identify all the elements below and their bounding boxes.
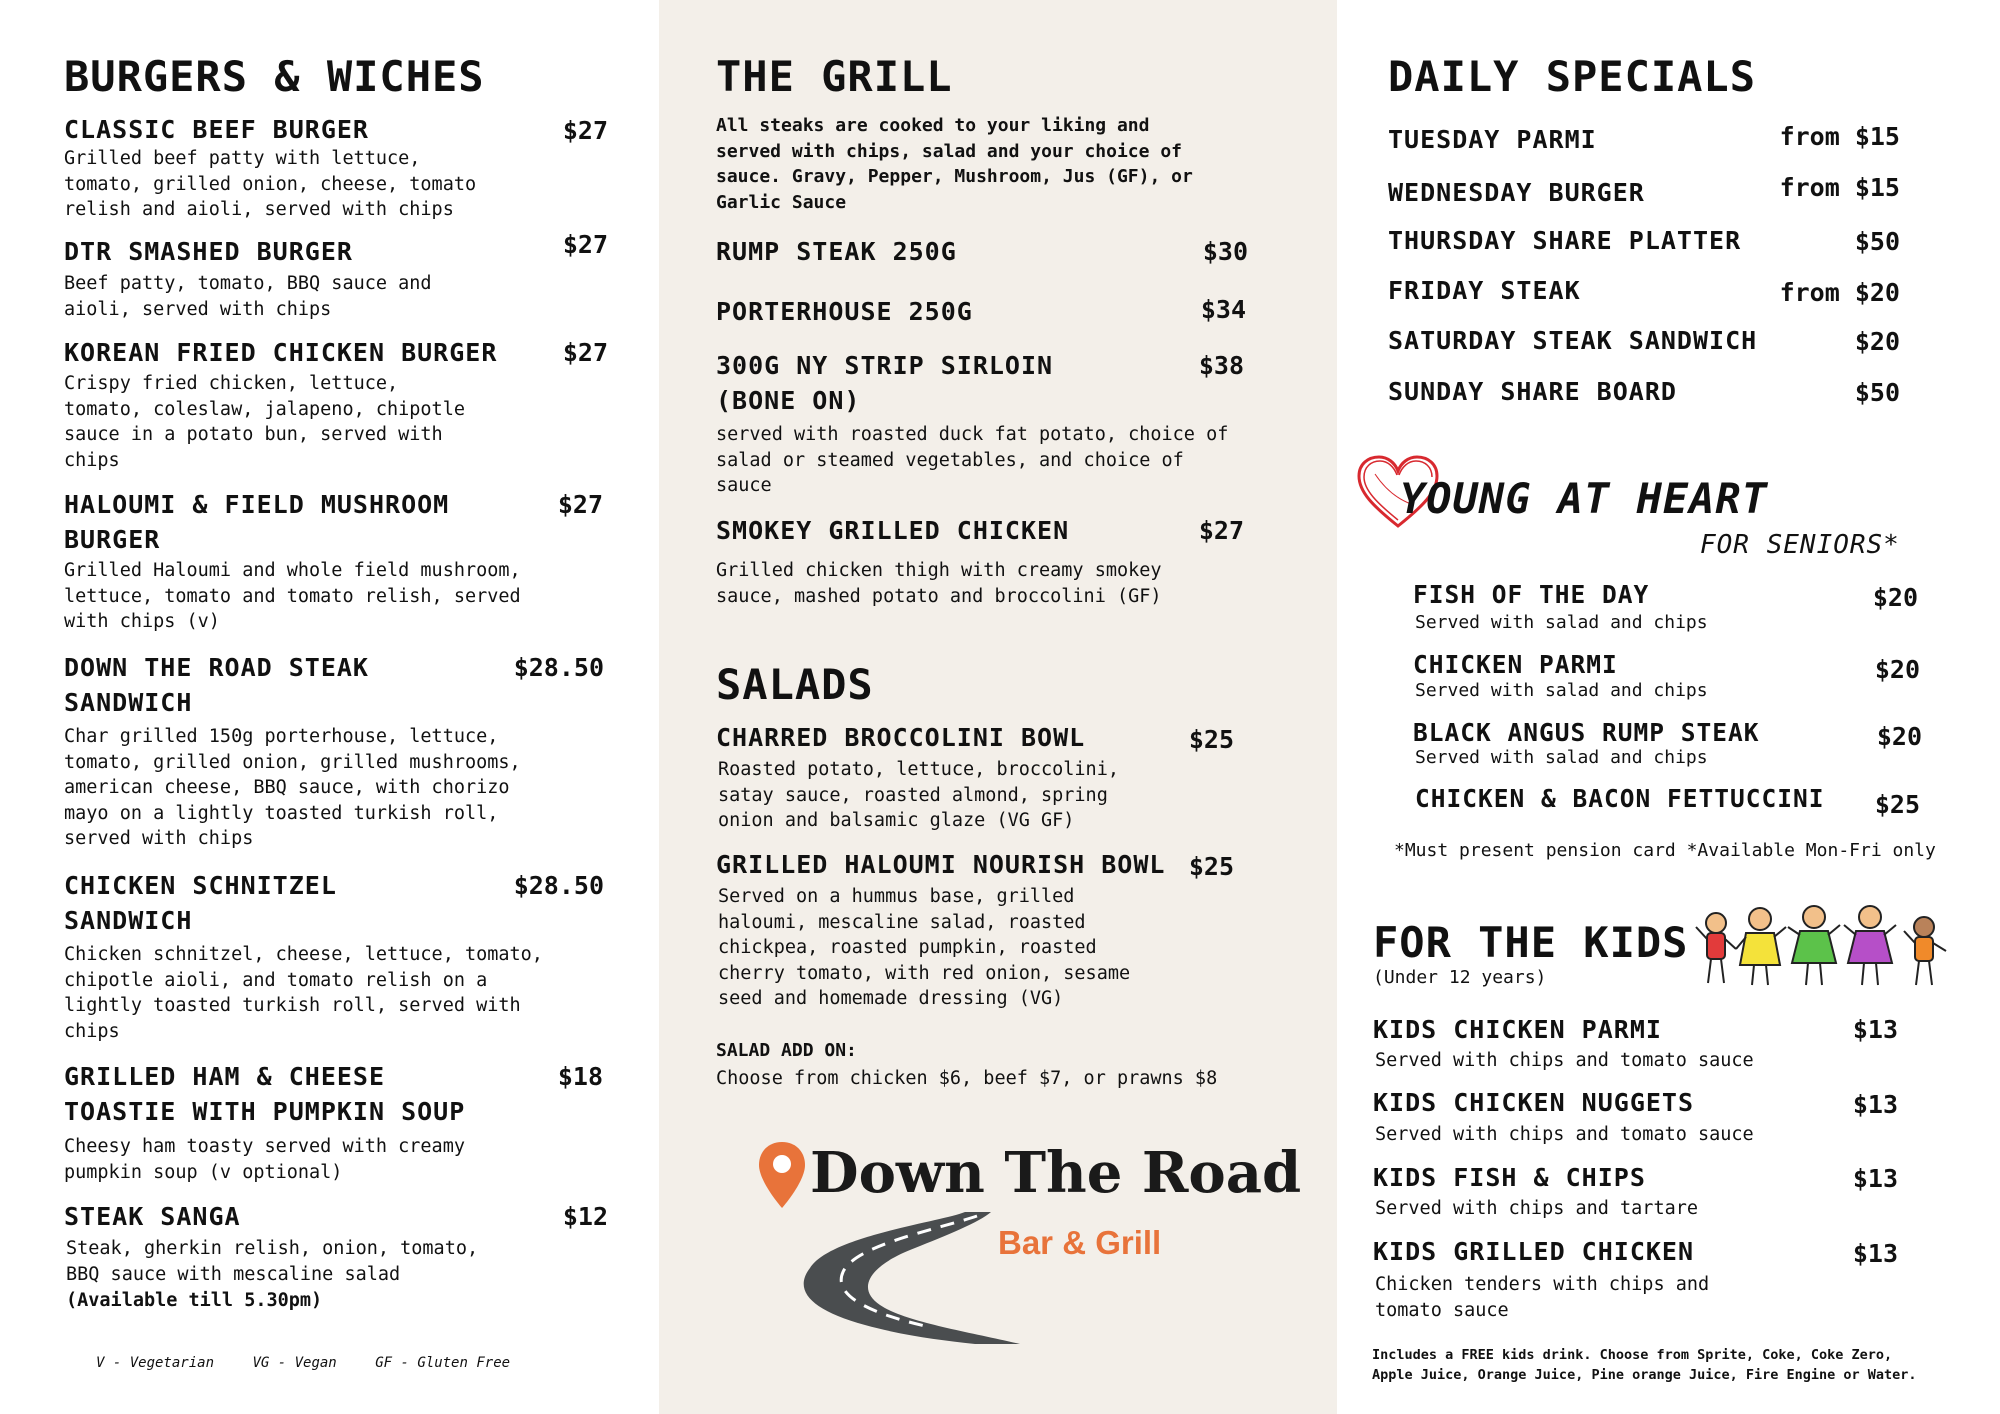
item-name: BLACK ANGUS RUMP STEAK bbox=[1413, 718, 1760, 747]
item-desc: Served with chips and tomato sauce bbox=[1375, 1124, 1754, 1145]
item-price: $50 bbox=[1854, 378, 1900, 407]
item-price: $20 bbox=[1876, 722, 1922, 751]
item-name: TUESDAY PARMI bbox=[1388, 125, 1597, 154]
item-name: GRILLED HAM & CHEESE TOASTIE WITH PUMPKIN SOUP bbox=[64, 1062, 466, 1126]
item-desc: Grilled Haloumi and whole field mushroom, lettuce, tomato and tomato relish, served with chips (v) bbox=[64, 560, 521, 632]
item-desc: Served on a hummus base, grilled haloumi, mescaline salad, roasted chickpea, roasted pumpkin, roasted cherry tomato, with red onion, sesame seed and homemade dressing (VG) bbox=[718, 886, 1131, 1009]
item-name: CLASSIC BEEF BURGER bbox=[64, 115, 369, 144]
item-name: RUMP STEAK 250G bbox=[716, 237, 957, 266]
item-desc: Crispy fried chicken, lettuce, tomato, coleslaw, jalapeno, chipotle sauce in a potato bun, served with chips bbox=[64, 373, 465, 471]
item-price: $20 bbox=[1872, 583, 1918, 612]
item-price: from $20 bbox=[1779, 278, 1900, 307]
item-name: SMOKEY GRILLED CHICKEN bbox=[716, 516, 1070, 545]
item-name: GRILLED HALOUMI NOURISH BOWL bbox=[716, 850, 1166, 879]
item-name: KIDS GRILLED CHICKEN bbox=[1373, 1237, 1695, 1266]
item-name: CHICKEN SCHNITZEL SANDWICH bbox=[64, 871, 337, 935]
item-name: HALOUMI & FIELD MUSHROOM BURGER bbox=[64, 490, 450, 554]
item-price: $28.50 bbox=[513, 871, 604, 900]
item-price: $34 bbox=[1200, 295, 1246, 324]
item-price: $25 bbox=[1188, 852, 1234, 881]
item-desc: Grilled beef patty with lettuce, tomato, grilled onion, cheese, tomato relish and aioli, served with chips bbox=[64, 148, 477, 220]
item-price: $27 bbox=[557, 490, 603, 519]
item-desc: Char grilled 150g porterhouse, lettuce, tomato, grilled onion, grilled mushrooms, american cheese, BBQ sauce, with chorizo mayo on a lightly toasted turkish roll, served with chips bbox=[64, 726, 521, 849]
burgers-title: BURGERS & WICHES bbox=[64, 52, 485, 101]
kids-subtitle: (Under 12 years) bbox=[1373, 967, 1547, 988]
item-name: THURSDAY SHARE PLATTER bbox=[1388, 226, 1742, 255]
item-price: $18 bbox=[557, 1062, 603, 1091]
addon-text: Choose from chicken $6, beef $7, or prawns $8 bbox=[716, 1068, 1218, 1089]
item-price: $27 bbox=[562, 338, 608, 367]
item-name: 300G NY STRIP SIRLOIN (BONE ON) bbox=[716, 351, 1054, 415]
addon-title: SALAD ADD ON: bbox=[716, 1040, 857, 1061]
item-name: CHICKEN PARMI bbox=[1413, 650, 1618, 679]
item-desc: Served with salad and chips bbox=[1415, 680, 1708, 701]
item-desc: served with roasted duck fat potato, choice of salad or steamed vegetables, and choice of sauce bbox=[716, 424, 1229, 496]
item-price: $28.50 bbox=[513, 653, 604, 682]
item-name: KIDS CHICKEN NUGGETS bbox=[1373, 1088, 1695, 1117]
item-desc: Served with salad and chips bbox=[1415, 612, 1708, 633]
grill-intro: All steaks are cooked to your liking and served with chips, salad and your choice of sauce. Gravy, Pepper, Mushroom, Jus (GF), or Garlic Sauce bbox=[716, 115, 1193, 213]
item-price: $13 bbox=[1852, 1164, 1898, 1193]
item-desc: Served with chips and tomato sauce bbox=[1375, 1050, 1754, 1071]
item-price: $20 bbox=[1854, 327, 1900, 356]
item-price: $30 bbox=[1202, 237, 1248, 266]
item-price: $13 bbox=[1852, 1090, 1898, 1119]
kids-drink-note: Includes a FREE kids drink. Choose from Sprite, Coke, Coke Zero, Apple Juice, Orange Juice, Pine orange Juice, Fire Engine or Water. bbox=[1372, 1347, 1917, 1383]
item-price: $38 bbox=[1198, 351, 1244, 380]
item-desc: Beef patty, tomato, BBQ sauce and aioli, served with chips bbox=[64, 273, 432, 320]
item-name: KOREAN FRIED CHICKEN BURGER bbox=[64, 338, 498, 367]
item-desc: Served with chips and tartare bbox=[1375, 1198, 1699, 1219]
item-price: $50 bbox=[1854, 227, 1900, 256]
item-desc: Chicken schnitzel, cheese, lettuce, tomato, chipotle aioli, and tomato relish on a lightly toasted turkish roll, served with chips bbox=[64, 944, 543, 1042]
item-name: PORTERHOUSE 250G bbox=[716, 297, 973, 326]
item-name: SATURDAY STEAK SANDWICH bbox=[1388, 326, 1758, 355]
item-price: $25 bbox=[1188, 725, 1234, 754]
item-price: from $15 bbox=[1779, 173, 1900, 202]
item-desc: Steak, gherkin relish, onion, tomato, BBQ sauce with mescaline salad bbox=[66, 1238, 479, 1285]
item-desc: Cheesy ham toasty served with creamy pumpkin soup (v optional) bbox=[64, 1136, 465, 1183]
brand-name: Down The Road bbox=[810, 1140, 1302, 1206]
item-price: $27 bbox=[1198, 516, 1244, 545]
item-desc: Served with salad and chips bbox=[1415, 747, 1708, 768]
specials-title: DAILY SPECIALS bbox=[1388, 52, 1757, 101]
seniors-note: *Must present pension card *Available Mon-Fri only bbox=[1394, 840, 1936, 861]
brand-tagline: Bar & Grill bbox=[998, 1224, 1162, 1261]
location-pin-icon bbox=[757, 1140, 807, 1210]
item-price: from $15 bbox=[1779, 122, 1900, 151]
legend-item: GF - Gluten Free bbox=[375, 1355, 511, 1371]
item-price: $13 bbox=[1852, 1239, 1898, 1268]
item-name: CHARRED BROCCOLINI BOWL bbox=[716, 723, 1086, 752]
item-desc: Chicken tenders with chips and tomato sauce bbox=[1375, 1274, 1710, 1321]
item-name: STEAK SANGA bbox=[64, 1202, 241, 1231]
item-name: CHICKEN & BACON FETTUCCINI bbox=[1415, 784, 1825, 813]
kids-illustration-icon bbox=[1694, 893, 1954, 993]
availability-note: (Available till 5.30pm) bbox=[66, 1290, 323, 1311]
grill-title: THE GRILL bbox=[716, 52, 953, 101]
legend-item: V - Vegetarian bbox=[96, 1355, 215, 1371]
item-name: FRIDAY STEAK bbox=[1388, 276, 1581, 305]
legend-item: VG - Vegan bbox=[252, 1355, 337, 1371]
item-price: $20 bbox=[1874, 655, 1920, 684]
item-price: $12 bbox=[562, 1202, 608, 1231]
item-name: FISH OF THE DAY bbox=[1413, 580, 1650, 609]
item-price: $25 bbox=[1874, 790, 1920, 819]
item-name: SUNDAY SHARE BOARD bbox=[1388, 377, 1677, 406]
salads-title: SALADS bbox=[716, 660, 874, 709]
dietary-legend bbox=[96, 1355, 540, 1371]
item-name: DTR SMASHED BURGER bbox=[64, 237, 353, 266]
item-price: $27 bbox=[562, 230, 608, 259]
item-desc: Grilled chicken thigh with creamy smokey sauce, mashed potato and broccolini (GF) bbox=[716, 560, 1162, 607]
seniors-subtitle: FOR SENIORS* bbox=[1700, 530, 1900, 560]
item-desc: Roasted potato, lettuce, broccolini, satay sauce, roasted almond, spring onion and balsamic glaze (VG GF) bbox=[718, 759, 1119, 831]
seniors-title: YOUNG AT HEART bbox=[1400, 474, 1769, 523]
item-name: WEDNESDAY BURGER bbox=[1388, 178, 1645, 207]
item-price: $27 bbox=[562, 116, 608, 145]
item-name: KIDS CHICKEN PARMI bbox=[1373, 1015, 1662, 1044]
item-name: DOWN THE ROAD STEAK SANDWICH bbox=[64, 653, 369, 717]
item-price: $13 bbox=[1852, 1015, 1898, 1044]
item-name: KIDS FISH & CHIPS bbox=[1373, 1163, 1646, 1192]
kids-title: FOR THE KIDS bbox=[1373, 918, 1689, 967]
